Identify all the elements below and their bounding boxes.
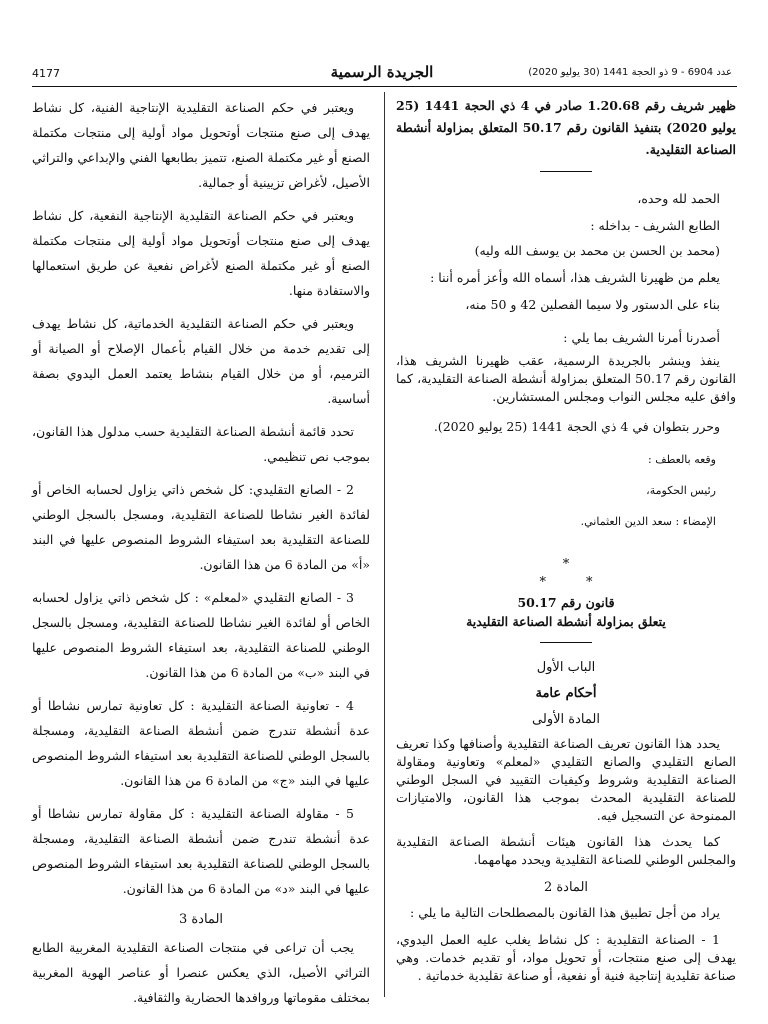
countersign-label: وقعه بالعطف : — [648, 453, 716, 466]
seal-line: الطابع الشريف - بداخله : — [590, 218, 720, 233]
announcement: يعلم من ظهيرنا الشريف هذا، أسماه الله وأعز أمره أننا : — [430, 270, 720, 285]
done-at: وحرر بتطوان في 4 ذي الحجة 1441 (25 يوليو 2020). — [433, 419, 720, 434]
chapter-title: أحكام عامة — [535, 686, 597, 701]
head-of-government: رئيس الحكومة، — [646, 484, 716, 497]
header-rule — [32, 86, 737, 87]
order-line: أصدرنا أمرنا الشريف بما يلي : — [563, 330, 720, 345]
definition-5: 5 - مقاولة الصناعة التقليدية : كل مقاولة تمارس نشاطا أو عدة أنشطة تندرج ضمن أنشطة الصناعة التقليدية، ومسجلة بالسجل الوطني للصناعة التقليدية بعد استيفاء الشروط المنصوص عليها في البند «د» من المادة 6 من هذا القانون. — [32, 806, 370, 896]
service-crafts-paragraph: ويعتبر في حكم الصناعة التقليدية الخدماتية، كل نشاط يهدف إلى تقديم خدمة من خلال القيام بأعمال الإصلاح أو الصيانة أو الترميم، أو من خلال القيام بنشاط يعتمد العمل اليدوي بصفة أساسية. — [32, 316, 370, 406]
journal-title: الجريدة الرسمية — [330, 63, 434, 81]
article2-definition1: 1 - الصناعة التقليدية : كل نشاط يغلب عليه العمل اليدوي، يهدف إلى صنع منتجات، أو تحويل مواد، أو تقديم خدمات. وهي صناعة تقليدية إنتاجية فنية أو نفعية، أو صناعة تقليدية خدماتية . — [396, 932, 736, 983]
decree-title: ظهير شريف رقم 1.20.68 صادر في 4 ذي الحجة 1441 (25 يوليو 2020) بتنفيذ القانون رقم 50.17 المتعلق بمزاولة أنشطة الصناعة التقليدية. — [396, 98, 736, 157]
praise-line: الحمد لله وحده، — [637, 191, 720, 206]
law-rule — [540, 642, 592, 643]
separator-star: * — [562, 557, 570, 572]
issue-info: عدد 6904 - 9 ذو الحجة 1441 (30 يوليو 2020) — [528, 67, 732, 78]
title-rule — [540, 171, 592, 172]
definition-3: 3 - الصانع التقليدي «لمعلم» : كل شخص ذاتي يزاول لحسابه الخاص أو لفائدة الغير نشاطا للصناعة التقليدية، ومسجل بالسجل الوطني للصناعة التقليدية، بعد استيفاء الشروط المنصوص عليها في البند «ب» من المادة 6 من هذا القانون. — [32, 590, 370, 680]
artistic-crafts-paragraph: ويعتبر في حكم الصناعة التقليدية الإنتاجية الفنية، كل نشاط يهدف إلى صنع منتجات أوتحويل مواد أولية إلى منتجات مكتملة الصنع أو غير مكتملة الصنع، تتميز بطابعها الفني والإبداعي والتراثي الأصيل، لأغراض تزيينية أو جمالية. — [32, 100, 370, 190]
definition-4: 4 - تعاونية الصناعة التقليدية : كل تعاونية تمارس نشاطا أو عدة أنشطة تندرج ضمن أنشطة الصناعة التقليدية، ومسجلة بالسجل الوطني للصناعة التقليدية بعد استيفاء الشروط المنصوص عليها في البند «ج» من المادة 6 من هذا القانون. — [32, 698, 370, 788]
law-subject: يتعلق بمزاولة أنشطة الصناعة التقليدية — [466, 614, 666, 629]
utilitarian-crafts-paragraph: ويعتبر في حكم الصناعة التقليدية الإنتاجية النفعية، كل نشاط يهدف إلى صنع منتجات أوتحويل مواد أولية إلى منتجات مكتملة الصنع أو غير مكتملة الصنع لأغراض نفعية عن طريق استعمالها والاستفادة منها. — [32, 208, 370, 298]
page-header — [32, 63, 732, 85]
article1-title: المادة الأولى — [532, 712, 600, 727]
legal-basis: بناء على الدستور ولا سيما الفصلين 42 و 50 منه، — [465, 297, 720, 312]
separator-star-left: * — [539, 575, 546, 590]
article3-paragraph: يجب أن تراعى في منتجات الصناعة التقليدية المغربية الطابع التراثي الأصيل، الذي يعكس عنصرا أو عناصر الهوية المغربية بمختلف مقوماتها وروافدها الحضارية والثقافية. — [32, 940, 370, 1005]
separator-stars — [396, 574, 736, 592]
definition-2: 2 - الصانع التقليدي: كل شخص ذاتي يزاول لحسابه الخاص أو لفائدة الغير نشاطا للصناعة التقليدية، ومسجل بالسجل الوطني للصناعة التقليدية بعد استيفاء الشروط المنصوص عليها في البند «أ» من المادة 6 من هذا القانون. — [32, 482, 370, 572]
separator-star-right: * — [586, 575, 593, 590]
article2-title: المادة 2 — [543, 880, 589, 895]
left-column — [32, 95, 370, 1018]
column-divider — [384, 92, 385, 997]
activity-list-paragraph: تحدد قائمة أنشطة الصناعة التقليدية حسب مدلول هذا القانون، بموجب نص تنظيمي. — [32, 424, 370, 464]
seal-name: (محمد بن الحسن بن محمد بن يوسف الله وليه) — [474, 243, 720, 258]
page-number: 4177 — [32, 67, 60, 80]
article1-paragraph1: يحدد هذا القانون تعريف الصناعة التقليدية وأصنافها وكذا تعريف الصانع التقليدي والصانع التقليدي «لمعلم» وتعاونية ومقاولة الصناعة التقليدية وشروط وكيفيات التقييد في السجل الوطني للصناعة التقليدية المحدث بموجب هذا القانون، والامتيازات الممنوحة عن التسجيل فيه. — [396, 736, 736, 823]
article2-intro: يراد من أجل تطبيق هذا القانون بالمصطلحات التالية ما يلي : — [410, 905, 720, 920]
article3-title: المادة 3 — [178, 912, 224, 927]
right-column — [396, 95, 736, 993]
chapter-heading: الباب الأول — [536, 660, 596, 675]
execution-paragraph: ينفذ وينشر بالجريدة الرسمية، عقب ظهيرنا الشريف هذا، القانون رقم 50.17 المتعلق بمزاولة أنشطة الصناعة التقليدية، كما وافق عليه مجلس النواب ومجلس المستشارين. — [396, 353, 736, 404]
article1-paragraph2: كما يحدث هذا القانون هيئات أنشطة الصناعة التقليدية والمجلس الوطني للصناعة التقليدية ويحدد مهامهما. — [396, 834, 736, 867]
law-number: قانون رقم 50.17 — [517, 595, 615, 610]
signature-line: الإمضاء : سعد الدين العثماني. — [580, 515, 716, 528]
